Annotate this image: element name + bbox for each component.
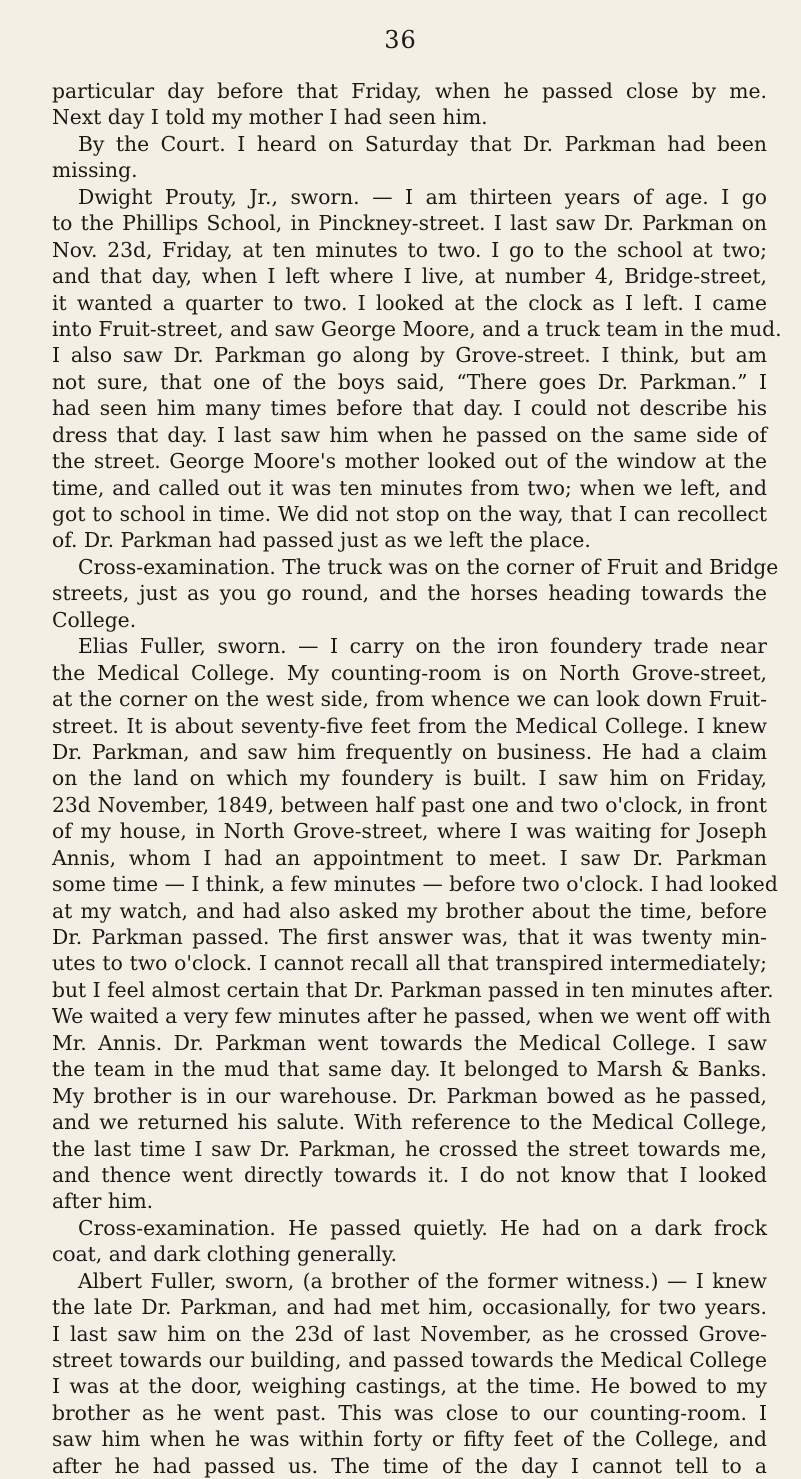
text-line: had seen him many times before that day. I could not describe his [52, 396, 767, 421]
text-line: saw him when he was within forty or fifty feet of the College, and [52, 1427, 767, 1452]
text-line: and that day, when I left where I live, at number 4, Bridge-street, [52, 264, 767, 289]
text-line: brother as he went past. This was close to our counting-room. I [52, 1400, 767, 1425]
text-line: of. Dr. Parkman had passed just as we left the place. [52, 528, 591, 553]
text-line: it wanted a quarter to two. I looked at the clock as I left. I came [52, 290, 767, 315]
text-line: Dwight Prouty, Jr., sworn. — I am thirteen years of age. I go [78, 184, 767, 209]
text-line: Dr. Parkman, and saw him frequently on business. He had a claim [52, 739, 767, 764]
text-line: By the Court. I heard on Saturday that Dr. Parkman had been [78, 131, 767, 156]
text-line: Cross-examination. The truck was on the corner of Fruit and Bridge [78, 554, 779, 579]
text-line: particular day before that Friday, when he passed close by me. [52, 79, 767, 103]
text-line: coat, and dark clothing generally. [52, 1242, 398, 1267]
text-line: Next day I told my mother I had seen him. [52, 105, 488, 130]
text-line: and we returned his salute. With reference to the Medical College, [52, 1110, 767, 1135]
page-number: 36 [384, 26, 417, 54]
text-line: I was at the door, weighing castings, at the time. He bowed to my [52, 1374, 767, 1399]
text-line: Annis, whom I had an appointment to meet. I saw Dr. Parkman [52, 845, 767, 870]
text-line: got to school in time. We did not stop on the way, that I can recollect [52, 502, 767, 526]
text-line: Cross-examination. He passed quietly. He had on a dark frock [78, 1215, 767, 1240]
text-line: street towards our building, and passed towards the Medical College [52, 1348, 767, 1372]
text-line: 23d November, 1849, between half past one and two o'clock, in front [52, 792, 767, 817]
text-line: Nov. 23d, Friday, at ten minutes to two. I go to the school at two; [52, 237, 767, 262]
text-line: to the Phillips School, in Pinckney-street. I last saw Dr. Parkman on [52, 211, 767, 236]
text-line: We waited a very few minutes after he passed, when we went off with [52, 1004, 771, 1029]
text-line: My brother is in our warehouse. Dr. Parkman bowed as he passed, [52, 1083, 767, 1108]
text-line: of my house, in North Grove-street, where I was waiting for Joseph [52, 819, 767, 844]
text-line: but I feel almost certain that Dr. Parkman passed in ten minutes after. [52, 977, 774, 1002]
text-line: some time — I think, a few minutes — before two o'clock. I had looked [52, 872, 778, 897]
text-line: I last saw him on the 23d of last November, as he crossed Grove- [52, 1321, 767, 1346]
text-line: I also saw Dr. Parkman go along by Grove-street. I think, but am [52, 343, 767, 368]
text-line: Dr. Parkman passed. The first answer was, that it was twenty min- [52, 925, 767, 949]
text-line: street. It is about seventy-five feet from the Medical College. I knew [52, 713, 767, 738]
text-line: dress that day. I last saw him when he passed on the same side of [52, 422, 767, 447]
text-line: missing. [52, 158, 138, 183]
text-line: the late Dr. Parkman, and had met him, occasionally, for two years. [52, 1295, 767, 1320]
text-line: after he had passed us. The time of the day I cannot tell to a [52, 1453, 767, 1478]
text-line: College. [52, 607, 137, 632]
text-line: and thence went directly towards it. I do not know that I looked [52, 1162, 767, 1187]
text-line: Mr. Annis. Dr. Parkman went towards the Medical College. I saw [52, 1030, 767, 1055]
text-line: at my watch, and had also asked my brother about the time, before [52, 898, 767, 923]
text-line: the last time I saw Dr. Parkman, he crossed the street towards me, [52, 1136, 767, 1161]
text-line: streets, just as you go round, and the horses heading towards the [52, 581, 767, 606]
text-line: the team in the mud that same day. It belonged to Marsh & Banks. [52, 1057, 767, 1082]
text-line: into Fruit-street, and saw George Moore, and a truck team in the mud. [52, 316, 782, 341]
text-line: on the land on which my foundery is built. I saw him on Friday, [52, 766, 767, 791]
text-line: not sure, that one of the boys said, “There goes Dr. Parkman.” I [52, 369, 767, 394]
text-line: Albert Fuller, sworn, (a brother of the former witness.) — I knew [78, 1268, 767, 1293]
body-text [52, 78, 782, 1479]
text-line: at the corner on the west side, from whence we can look down Fruit- [52, 687, 767, 712]
text-line: the Medical College. My counting-room is on North Grove-street, [52, 660, 767, 685]
text-line: time, and called out it was ten minutes from two; when we left, and [52, 475, 767, 500]
text-line: utes to two o'clock. I cannot recall all that transpired intermediately; [52, 951, 767, 976]
text-line: the street. George Moore's mother looked out of the window at the [52, 449, 767, 474]
text-line: Elias Fuller, sworn. — I carry on the iron foundery trade near [78, 634, 767, 659]
text-line: after him. [52, 1189, 154, 1214]
